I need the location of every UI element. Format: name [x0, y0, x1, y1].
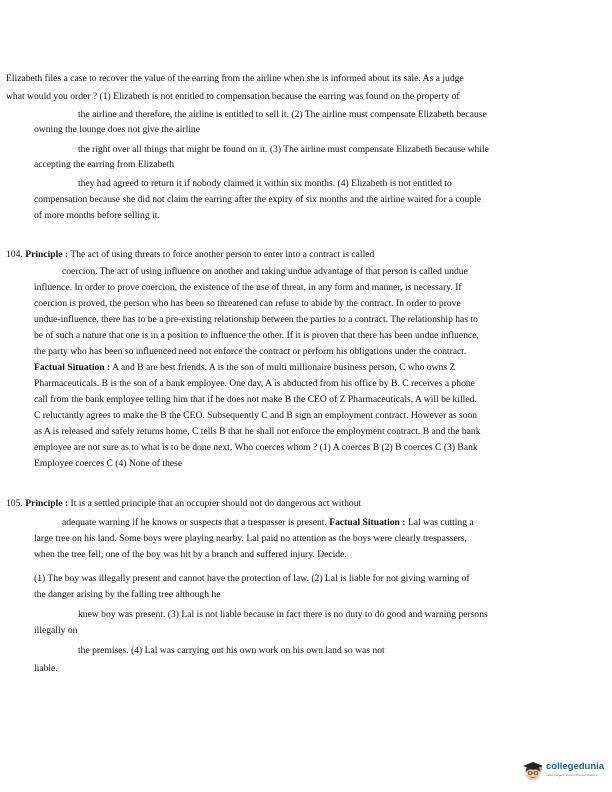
q104-line: coercion. The act of using influence on another and taking undue advantage of that person is called undue [62, 266, 468, 277]
q104-fact-line: C reluctantly agrees to make the B the CEO. Subsequently C and B sign an employment contract. However as soon [34, 410, 478, 421]
q105-option-line: knew boy was present. (3) Lal is not liable because in fact there is no duty to do good and warning persons [78, 609, 488, 620]
q104-line: coercion is proved, the person who has been so threatened can refuse to abide by the contract. In order to prove [34, 298, 461, 309]
brand-name: collegedunia [546, 761, 605, 772]
q105-second-line [62, 516, 474, 529]
q104-line: the party who has been so influenced need not enforce the contract or perform his obligations under the contract. [34, 346, 467, 357]
factual-situation-text: A and B are best friends. A is the son of multi millionaire business person, C who owns Z [112, 362, 456, 373]
principle-label: Principle : [25, 249, 69, 260]
q105-line: large tree on his land. Some boys were playing nearby. Lal paid no attention as the boys were clearly trespassers, [34, 533, 467, 544]
principle-text: adequate warning if he knows or suspects that a trespasser is present. [62, 517, 327, 528]
principle-text: The act of using threats to force another person to enter into a contract is called [70, 249, 375, 260]
q103-line: what would you order ? (1) Elizabeth is not entitled to compensation because the earring was found on the property of [6, 91, 460, 102]
q103-line: they had agreed to return it if nobody claimed it within six months. (4) Elizabeth is not entitled to [78, 178, 452, 189]
q103-line: the right over all things that might be found on it. (3) The airline must compensate Elizabeth because while [78, 144, 489, 155]
q104-fact-line: Pharmaceuticals. B is the son of a bank employee. One day, A is abducted from his office by B. C receives a phone [34, 378, 475, 389]
factual-situation-label: Factual Situation : [34, 362, 111, 373]
q104-line: influence. In order to prove coercion, the existence of the use of threat, in any form and manner, is necessary. If [34, 282, 462, 293]
q104-fact-line: as A is released and safely returns home, C tells B that he shall not enforce the employment contract. B and the bank [34, 426, 481, 437]
q104-first-line [6, 248, 374, 261]
factual-situation-text: Lal was cutting a [407, 517, 474, 528]
q103-line: accepting the earring from Elizabeth [34, 159, 175, 170]
brand-tagline: India's largest Student Review Platform [546, 773, 599, 777]
principle-text: It is a settled principle that an occupier should not do dangerous act without [70, 498, 362, 509]
q103-line: of more months before selling it. [34, 210, 160, 221]
question-number: 105. [6, 498, 23, 509]
q105-option-line: liable. [34, 663, 58, 674]
q105-line: when the tree fell, one of the boy was hit by a branch and suffered injury. Decide. [34, 549, 347, 560]
q105-option-line: illegally on [34, 625, 78, 636]
collegedunia-logo[interactable] [522, 758, 608, 786]
q104-fact-line: call from the bank employee telling him that if he does not make B the CEO of Z Pharmaceuticals, A will be killed. [34, 394, 477, 405]
q105-option-line: the danger arising by the falling tree although he [34, 589, 221, 600]
q104-line: be of such a nature that one is in a position to influence the other. If it is proven that there has been undue influence, [34, 330, 479, 341]
q104-fact-line: employee are not sure as to what is to be done next. Who coerces whom ? (1) A coerces B (2) B coerces C (3) Bank [34, 442, 478, 453]
q104-line: undue-influence, there has to be a pre-existing relationship between the parties to a contract. The relationship has to [34, 314, 478, 325]
q105-first-line [6, 497, 361, 510]
question-number: 104. [6, 249, 23, 260]
q104-fact-first-line [34, 361, 455, 374]
principle-label: Principle : [25, 498, 69, 509]
q103-line: owning the lounge does not give the airline [34, 124, 200, 135]
factual-situation-label: Factual Situation : [329, 517, 406, 528]
q105-option-line: (1) The boy was illegally present and cannot have the protection of law. (2) Lal is liable for not giving warning of [34, 573, 470, 584]
q103-line: compensation because she did not claim the earring after the expiry of six months and the airline waited for a couple [34, 194, 482, 205]
q103-line: Elizabeth files a case to recover the value of the earring from the airline when she is informed about its sale. As a judge [6, 73, 464, 84]
q105-option-line: the premises. (4) Lal was carrying out his own work on his own land so was not [78, 645, 385, 656]
graduate-mascot-icon [522, 760, 544, 782]
q104-fact-line: Employee coerces C (4) None of these [34, 458, 183, 469]
q103-line: the airline and therefore, the airline is entitled to sell it. (2) The airline must compensate Elizabeth because [78, 109, 487, 120]
